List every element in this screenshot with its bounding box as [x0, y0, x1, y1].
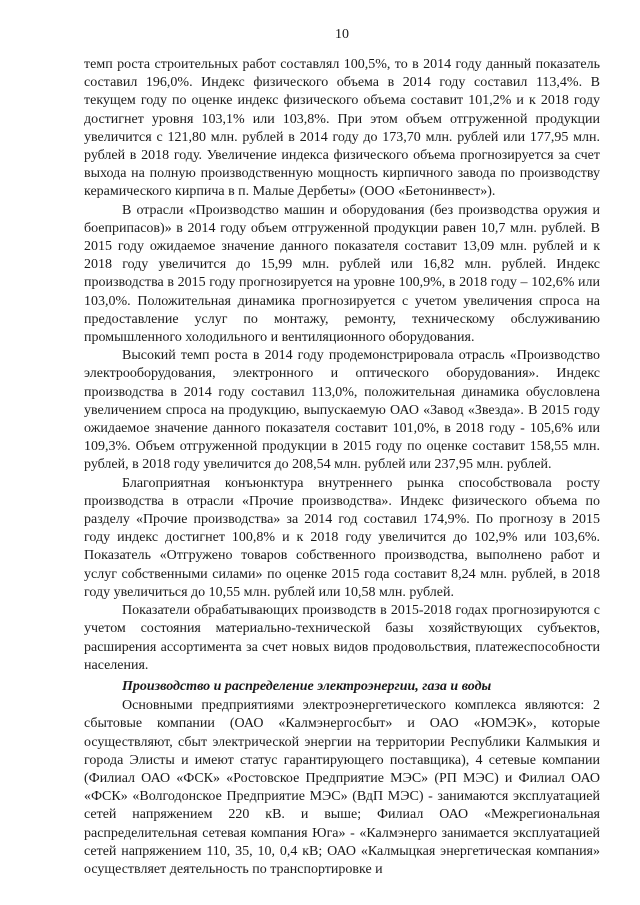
page-number: 10 [335, 27, 349, 42]
paragraph-construction-continued: темп роста строительных работ составлял 100,5%, то в 2014 году данный показатель составил 196,0%. Индекс физического объема в 2014 году составил 113,4%. В текущем году по оценке индекс физического объема составит 101,2% и к 2018 году достигнет уровня 103,1% или 103,8%. При этом объем отгруженной продукции увеличится с 121,80 млн. рублей в 2014 году до 173,70 млн. рублей или 177,95 млн. рублей в 2018 году. Увеличение индекса физического объема прогнозируется за счет выхода на полную производственную мощность кирпичного завода по производству керамического кирпича в п. Малые Дербеты» (ООО «Бетонинвест»). [84, 57, 600, 200]
paragraph-machinery: В отрасли «Производство машин и оборудования (без производства оружия и боеприпасов)» в 2014 году объем отгруженной продукции равен 10,7 млн. рублей. В 2015 году ожидаемое значение данного показателя составит 13,09 млн. рублей и к 2018 году увеличится до 15,99 млн. рублей или 16,82 млн. рублей. Индекс производства в 2015 году прогнозируется на уровне 100,9%, в 2018 году – 102,6% или 103,0%. Положительная динамика прогнозируется с учетом увеличения спроса на предоставление услуг по монтажу, ремонту, техническому обслуживанию промышленного холодильного и вентиляционного оборудования. [84, 202, 600, 346]
paragraph-energy-companies: Основными предприятиями электроэнергетического комплекса являются: 2 сбытовые компании (ОАО «Калмэнергосбыт» и ОАО «ЮМЭК», которые осуществляют, сбыт электрической энергии на территории Республики Калмыкия и города Элисты и имеют статус гарантирующего поставщика), 4 сетевые компании (Филиал ОАО «ФСК» «Ростовское Предприятие МЭС» (РП МЭС) и Филиал ОАО «ФСК» «Волгодонское Предприятие МЭС» (ВдП МЭС) - занимаются эксплуатацией сетей напряжением 220 кВ. и выше; Филиал ОАО «Межрегиональная распределительная сетевая компания Юга» - «Калмэнерго занимается эксплуатацией сетей напряжением 110, 35, 10, 0,4 кВ; ОАО «Калмыцкая энергетическая компания» осуществляет деятельность по транспортировке и [84, 698, 600, 877]
section-heading-energy: Производство и распределение электроэнергии, газа и воды [122, 678, 492, 694]
paragraph-other-production: Благоприятная конъюнктура внутреннего рынка способствовала росту производства в отрасли «Прочие производства». Индекс физического объема по разделу «Прочие производства» за 2014 год составил 174,9%. По прогнозу в 2015 году индекс достигнет 100,8% и к 2018 году увеличится до 102,9% или 103,6%. Показатель «Отгружено товаров собственного производства, выполнено работ и услуг собственными силами» по оценке 2015 года составит 8,24 млн. рублей, в 2018 году увеличиться до 10,55 млн. рублей или 10,58 млн. рублей. [84, 475, 600, 600]
document-body [84, 56, 600, 879]
paragraph-manufacturing-summary: Показатели обрабатывающих производств в 2015-2018 годах прогнозируются с учетом состояния материально-технической базы хозяйствующих субъектов, расширения ассортимента за счет новых видов продовольствия, платежеспособности населения. [84, 603, 600, 673]
paragraph-electrical-equipment: Высокий темп роста в 2014 году продемонстрировала отрасль «Производство электрооборудования, электронного и оптического оборудования». Индекс производства в 2014 году составил 113,0%, положительная динамика обусловлена увеличением спроса на продукцию, выпускаемую ОАО «Завод «Звезда». В 2015 году ожидаемое значение данного показателя составит 101,0%, в 2018 году - 105,6% или 109,3%. Объем отгруженной продукции в 2015 году по оценке составит 158,55 млн. рублей, в 2018 году увеличится до 208,54 млн. рублей или 237,95 млн. рублей. [84, 348, 600, 473]
